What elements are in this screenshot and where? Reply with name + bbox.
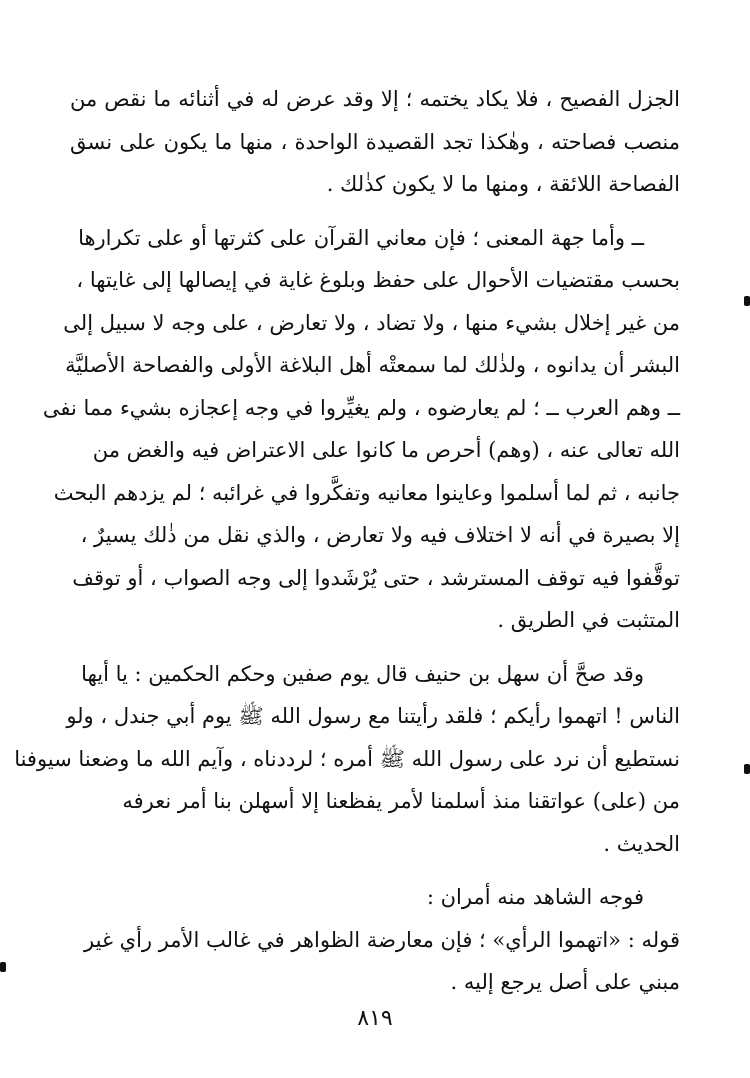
text-line: الجزل الفصيح ، فلا يكاد يختمه ؛ إلا وقد عرض له في أثنائه ما نقص من <box>70 87 680 111</box>
paragraph-4 <box>70 876 680 919</box>
paragraph-3 <box>14 653 680 866</box>
scan-mark <box>744 296 750 306</box>
text-line: المتثبت في الطريق . <box>497 608 680 632</box>
text-line: من غير إخلال بشيء منها ، ولا تضاد ، ولا تعارض ، على وجه لا سبيل إلى <box>63 310 680 335</box>
paragraph-5 <box>70 919 680 1004</box>
text-line: البشر أن يدانوه ، ولذٰلك لما سمعتْه أهل البلاغة الأولى والفصاحة الأصليَّة <box>65 353 680 377</box>
paragraph-1 <box>70 78 680 206</box>
page-body <box>14 78 680 1004</box>
text-line: بحسب مقتضيات الأحوال على حفظ وبلوغ غاية في إيصالها إلى غايتها ، <box>76 268 680 292</box>
text-line: منصب فصاحته ، وهٰكذا تجد القصيدة الواحدة ، منها ما يكون على نسق <box>70 129 680 154</box>
text-line: وقد صحَّ أن سهل بن حنيف قال يوم صفين وحكم الحكمين : يا أيها <box>81 661 644 686</box>
scan-mark <box>744 764 750 774</box>
text-line: فوجه الشاهد منه أمران : <box>426 885 644 909</box>
scan-mark <box>0 962 6 972</box>
text-line: الناس ! اتهموا رأيكم ؛ فلقد رأيتنا مع رسول الله ﷺ يوم أبي جندل ، ولو <box>66 704 680 728</box>
page-number: ٨١٩ <box>357 1006 393 1031</box>
text-line: مبني على أصل يرجع إليه . <box>450 970 680 994</box>
text-line: توقَّفوا فيه توقف المسترشد ، حتى يُرْشَدوا إلى وجه الصواب ، أو توقف <box>72 565 680 590</box>
text-line: من (على) عواتقنا منذ أسلمنا لأمر يفظعنا إلا أسهلن بنا أمر نعرفه <box>122 789 680 813</box>
text-line: قوله : «اتهموا الرأي» ؛ فإن معارضة الظواهر في غالب الأمر رأي غير <box>84 927 680 952</box>
text-line: ــ وأما جهة المعنى ؛ فإن معاني القرآن على كثرتها أو على تكرارها <box>78 225 644 250</box>
text-line: إلا بصيرة في أنه لا اختلاف فيه ولا تعارض ، والذي نقل من ذٰلك يسيرٌ ، <box>80 523 680 547</box>
text-line: الله تعالى عنه ، (وهم) أحرص ما كانوا على الاعتراض فيه والغض من <box>92 438 680 462</box>
text-line: نستطيع أن نرد على رسول الله ﷺ أمره ؛ لرددناه ، وآيم الله ما وضعنا سيوفنا <box>14 746 680 771</box>
text-line: جانبه ، ثم لما أسلموا وعاينوا معانيه وتفكَّروا في غرائبه ؛ لم يزدهم البحث <box>53 480 680 505</box>
text-line: الفصاحة اللائقة ، ومنها ما لا يكون كذٰلك . <box>326 172 680 196</box>
text-line: ــ وهم العرب ــ ؛ لم يعارضوه ، ولم يغيِّروا في وجه إعجازه بشيء مما نفى <box>42 395 680 420</box>
text-line: الحديث . <box>603 831 680 856</box>
paragraph-2 <box>42 217 680 642</box>
